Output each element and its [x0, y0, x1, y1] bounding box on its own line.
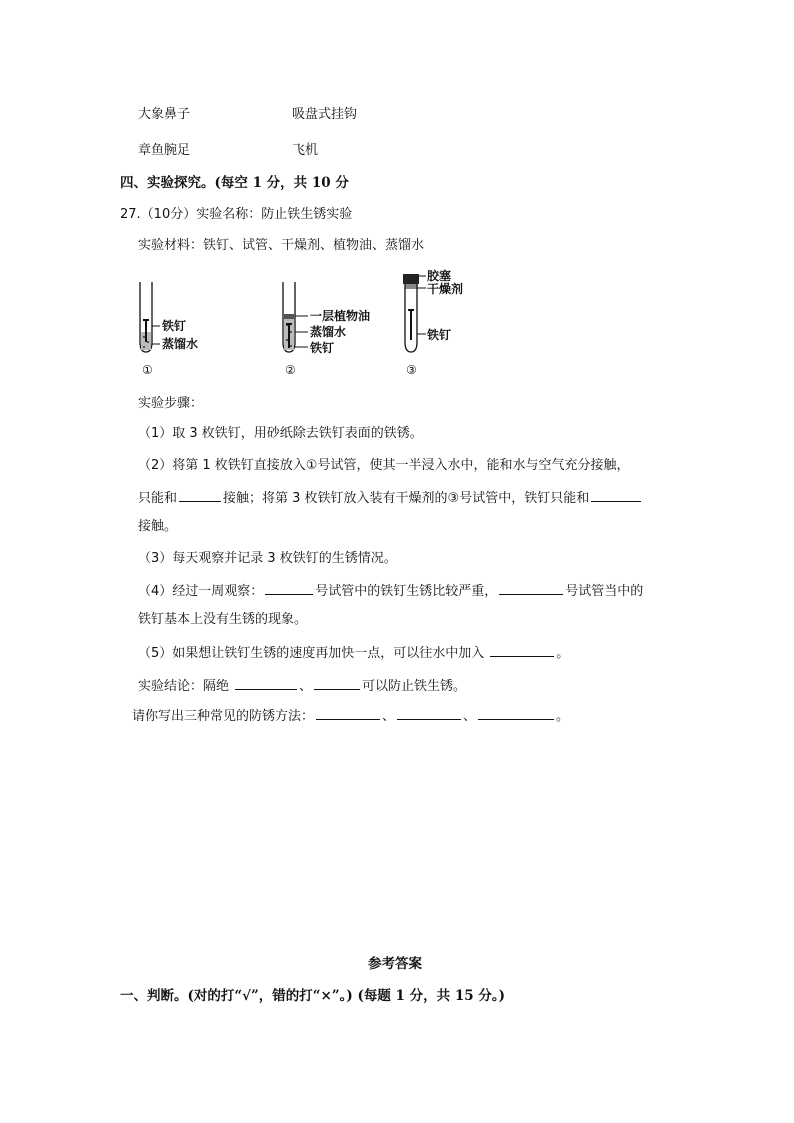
tube1-label-nail: 铁钉 [162, 319, 187, 333]
blank-7[interactable] [314, 676, 360, 690]
step-2-line2 [138, 488, 643, 508]
step-2-text-a: 只能和 [138, 491, 178, 506]
methods-text-a: 请你写出三种常见的防锈方法： [132, 709, 315, 724]
blank-6[interactable] [235, 676, 297, 690]
step-5-text-a: （5）如果想让铁钉生锈的速度再加快一点，可以往水中加入 [138, 646, 485, 661]
tube1-number: ① [142, 363, 153, 377]
conclusion-text-b: 、 [299, 679, 313, 694]
step-4-text-a: （4）经过一周观察： [138, 584, 264, 599]
blank-10[interactable] [478, 706, 554, 720]
step-2-text-b: 接触；将第 3 枚铁钉放入装有干燥剂的③号试管中，铁钉只能和 [223, 491, 590, 506]
steps-heading: 实验步骤： [138, 396, 204, 411]
tube3-label-desiccant: 干燥剂 [427, 282, 464, 296]
conclusion [138, 676, 466, 696]
conclusion-text-c: 可以防止铁生锈。 [362, 679, 467, 694]
blank-5[interactable] [490, 643, 554, 657]
tube2-label-water: 蒸馏水 [310, 325, 347, 339]
tube1-label-water: 蒸馏水 [162, 337, 199, 351]
answers-section1: 一、判断。(对的打“√”，错的打“×”。) (每题 1 分，共 15 分。) [120, 988, 505, 1004]
step-4-text-c: 号试管当中的 [565, 584, 644, 599]
match-row1-left: 大象鼻子 [138, 107, 191, 122]
section4-heading: 四、实验探究。(每空 1 分，共 10 分 [120, 175, 349, 191]
blank-9[interactable] [397, 706, 461, 720]
match-row2-right: 飞机 [292, 143, 319, 158]
methods-sep1: 、 [382, 709, 396, 724]
methods-sep2: 、 [463, 709, 477, 724]
answers-heading: 参考答案 [368, 956, 422, 972]
conclusion-text-a: 实验结论：隔绝 [138, 679, 230, 694]
step-1: （1）取 3 枚铁钉，用砂纸除去铁钉表面的铁锈。 [138, 426, 423, 441]
blank-1[interactable] [179, 488, 221, 502]
match-row2-left: 章鱼腕足 [138, 143, 191, 158]
tube-3 [403, 268, 463, 377]
q27-materials: 实验材料：铁钉、试管、干燥剂、植物油、蒸馏水 [138, 238, 425, 253]
step-5 [138, 643, 569, 663]
step-4-text-b: 号试管中的铁钉生锈比较严重， [315, 584, 498, 599]
methods [132, 706, 569, 726]
blank-3[interactable] [265, 581, 313, 595]
test-tube-figure [130, 262, 480, 382]
tube2-label-nail: 铁钉 [310, 341, 335, 355]
step-4-line2: 铁钉基本上没有生锈的现象。 [138, 612, 308, 627]
tube2-number: ② [285, 363, 296, 377]
q27-title: 27.（10分）实验名称：防止铁生锈实验 [120, 207, 353, 222]
tube3-label-stopper: 胶塞 [427, 269, 452, 283]
step-3: （3）每天观察并记录 3 枚铁钉的生锈情况。 [138, 551, 397, 566]
tube3-label-nail: 铁钉 [427, 328, 452, 342]
tube3-number: ③ [406, 363, 417, 377]
tube-2 [283, 282, 370, 377]
blank-8[interactable] [316, 706, 380, 720]
match-row1-right: 吸盘式挂钩 [292, 107, 358, 122]
step-2-line3: 接触。 [138, 519, 178, 534]
step-4-line1 [138, 581, 643, 601]
step-2-line1: （2）将第 1 枚铁钉直接放入①号试管，使其一半浸入水中，能和水与空气充分接触， [138, 458, 630, 473]
tube2-label-oil: 一层植物油 [310, 309, 371, 323]
step-5-text-b: 。 [556, 646, 570, 661]
blank-2[interactable] [591, 488, 641, 502]
blank-4[interactable] [499, 581, 563, 595]
methods-end: 。 [556, 709, 570, 724]
tube-1 [140, 282, 198, 377]
